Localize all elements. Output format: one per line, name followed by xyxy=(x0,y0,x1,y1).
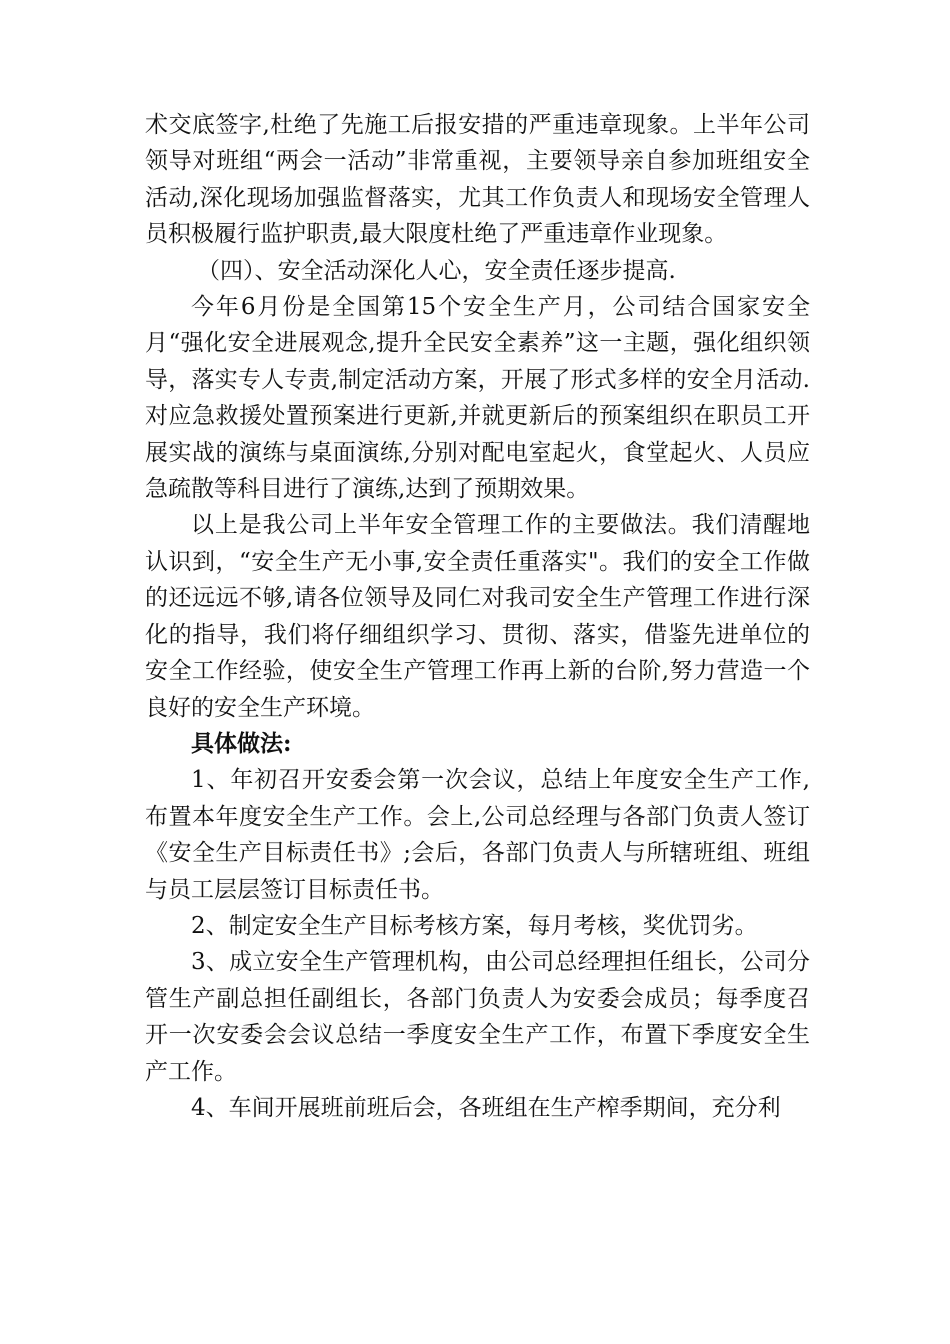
document-body xyxy=(145,107,810,1126)
paragraph-safety-month: 今年6月份是全国第15个安全生产月，公司结合国家安全月“强化安全进展观念,提升全民安全素养”这一主题，强化组织领导，落实专人专责,制定活动方案，开展了形式多样的安全月活动.对应急救援处置预案进行更新,并就更新后的预案组织在职员工开展实战的演练与桌面演练,分别对配电室起火，食堂起火、人员应急疏散等科目进行了演练,达到了预期效果。 xyxy=(145,294,810,503)
list-item-2: 2、制定安全生产目标考核方案，每月考核，奖优罚劣。 xyxy=(191,912,758,939)
list-item-3: 3、成立安全生产管理机构，由公司总经理担任组长，公司分管生产副总担任副组长，各部门负责人为安委会成员；每季度召开一次安委会会议总结一季度安全生产工作，布置下季度安全生产工作。 xyxy=(145,949,810,1085)
specific-methods-heading: 具体做法: xyxy=(191,729,292,757)
paragraph-continuation: 术交底签字,杜绝了先施工后报安措的严重违章现象。上半年公司领导对班组“两会一活动”非常重视，主要领导亲自参加班组安全活动,深化现场加强监督落实，尤其工作负责人和现场安全管理人员积极履行监护职责,最大限度杜绝了严重违章作业现象。 xyxy=(145,112,810,248)
list-item-1: 1、年初召开安委会第一次会议，总结上年度安全生产工作,布置本年度安全生产工作。会上,公司总经理与各部门负责人签订《安全生产目标责任书》;会后，各部门负责人与所辖班组、班组与员工层层签订目标责任书。 xyxy=(145,767,810,903)
list-item-4: 4、车间开展班前班后会，各班组在生产榨季期间，充分利 xyxy=(191,1094,781,1121)
section-four-heading: （四）、安全活动深化人心，安全责任逐步提高. xyxy=(197,257,676,284)
paragraph-summary: 以上是我公司上半年安全管理工作的主要做法。我们清醒地认识到，“安全生产无小事,安全责任重落实"。我们的安全工作做的还远远不够,请各位领导及同仁对我司安全生产管理工作进行深化的指导，我们将仔细组织学习、贯彻、落实，借鉴先进单位的安全工作经验，使安全生产管理工作再上新的台阶,努力营造一个良好的安全生产环境。 xyxy=(145,512,810,721)
